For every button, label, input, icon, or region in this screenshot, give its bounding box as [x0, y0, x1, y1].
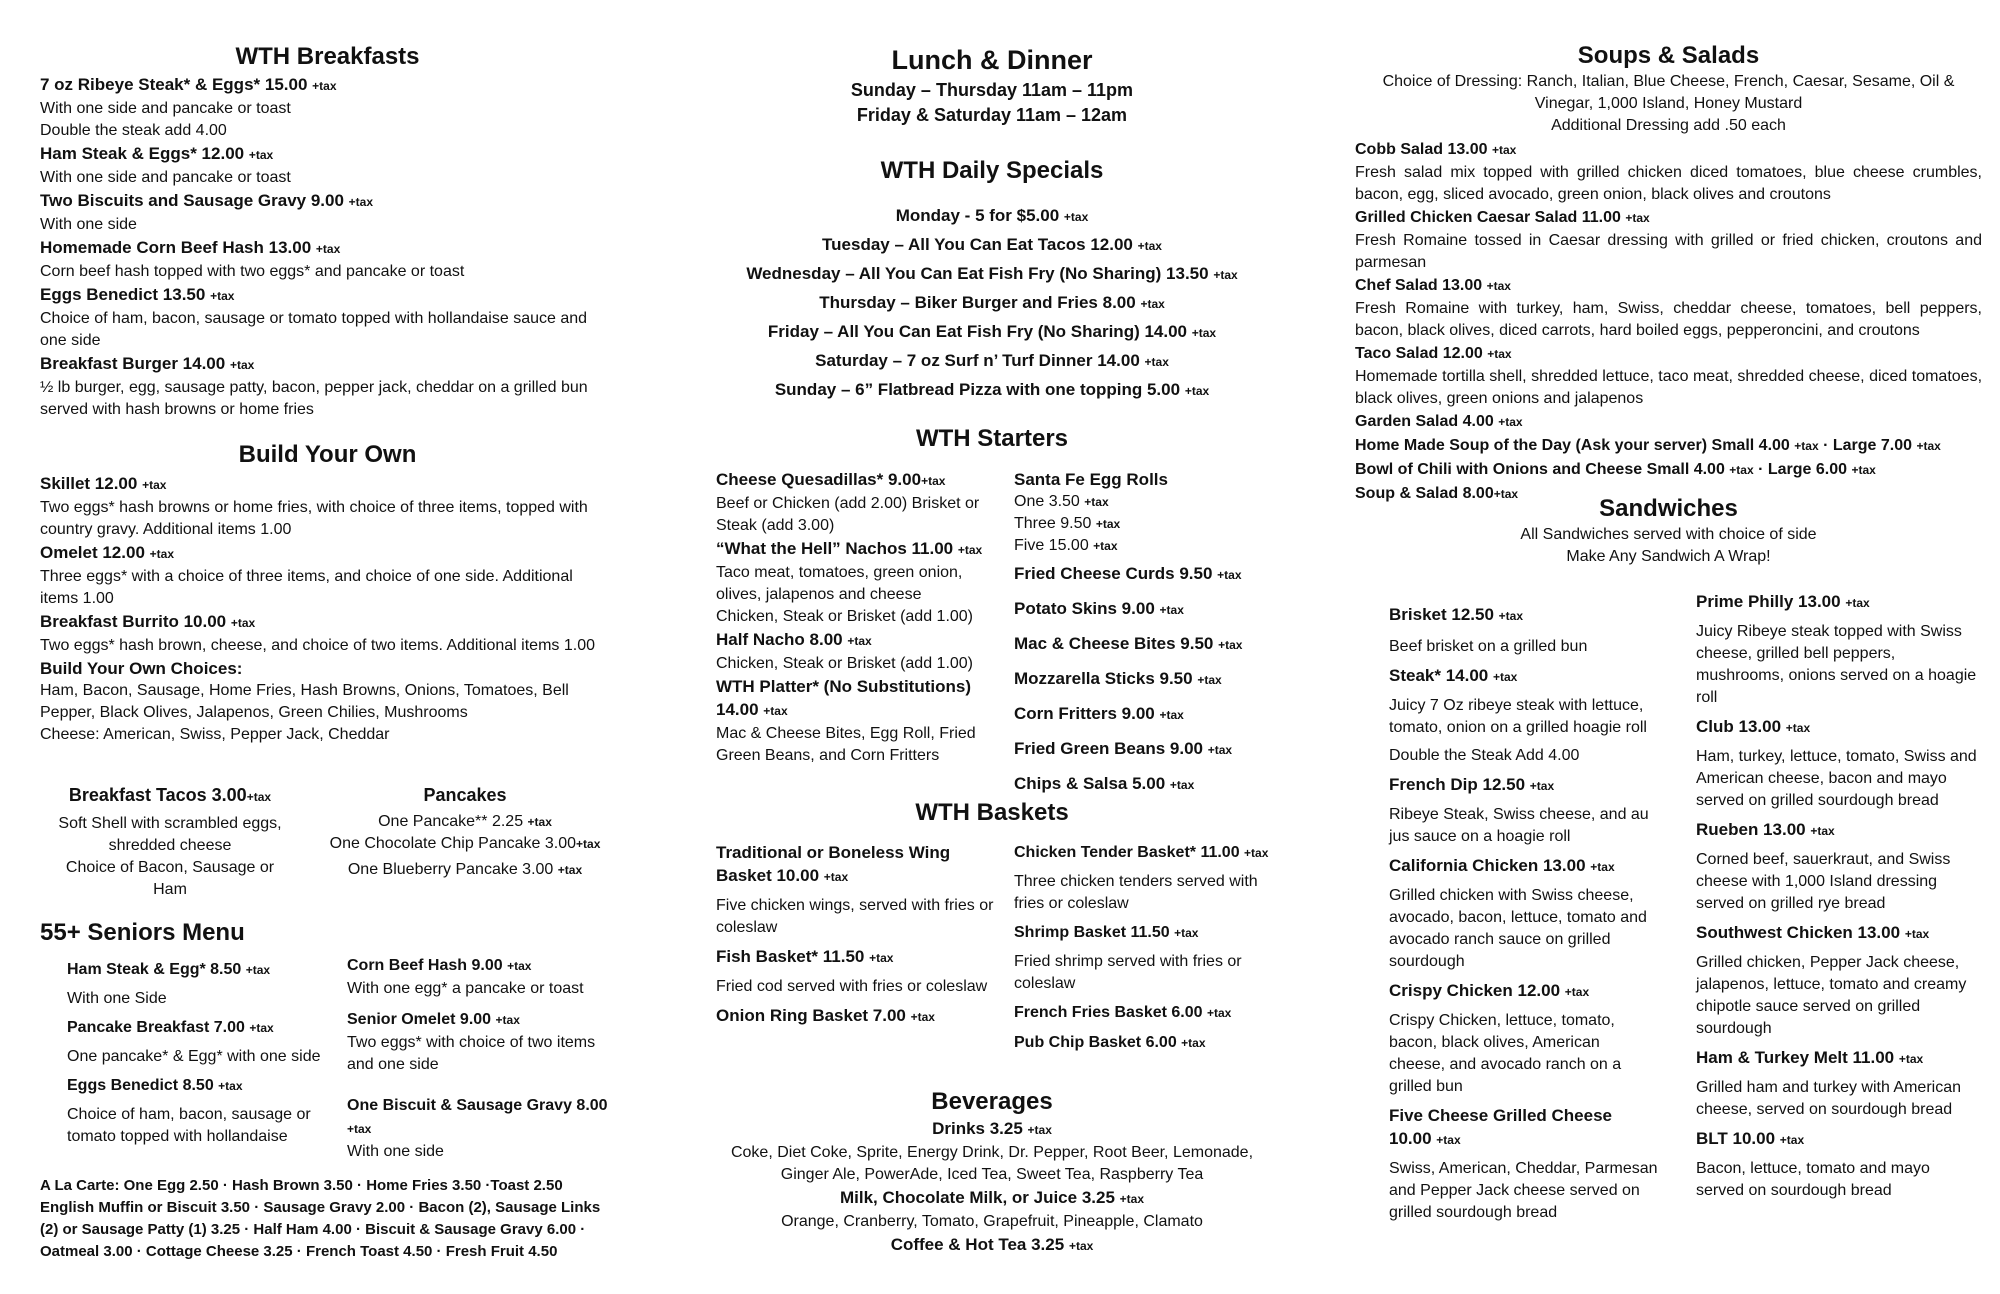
menu-item-desc: Bacon, lettuce, tomato and mayo served on sourdough bread [1696, 1160, 1930, 1199]
menu-item-desc: Three 9.50 +tax [1014, 515, 1121, 532]
special-item: Monday - 5 for $5.00 +tax [895, 206, 1089, 225]
menu-item-title: Fried Green Beans 9.00 +tax [1014, 739, 1233, 758]
menu-item-title: Ham Steak & Egg* 8.50 +tax [67, 961, 271, 978]
menu-item-title: Chef Salad 13.00 +tax [1355, 277, 1511, 294]
menu-item-title: Corn Fritters 9.00 +tax [1014, 704, 1184, 723]
menu-item-title: WTH Platter* (No Substitutions) 14.00 +tax [716, 677, 971, 719]
menu-item-desc: Grilled chicken, Pepper Jack cheese, jalapenos, lettuce, tomato and creamy chipotle sauce served on grilled sourdough [1696, 954, 1967, 1037]
menu-item-title: Drinks 3.25 +tax [932, 1119, 1052, 1138]
daily-specials-list [712, 202, 1272, 405]
menu-item-title: Ham & Turkey Melt 11.00 +tax [1696, 1048, 1924, 1067]
menu-item-desc: Choice of Bacon, Sausage or Ham [65, 859, 275, 898]
starters-left [716, 468, 1001, 767]
sandwiches-sub1: All Sandwiches served with choice of side [1520, 526, 1817, 543]
menu-item-title: Garden Salad 4.00 +tax [1355, 413, 1523, 430]
hours-weekend: Friday & Saturday 11am – 12am [856, 105, 1128, 125]
menu-item-desc: Two eggs* hash brown, cheese, and choice of two items. Additional items 1.00 [40, 637, 595, 654]
beverages-title: Beverages [931, 1088, 1053, 1115]
menu-item-desc: Three chicken tenders served with fries or coleslaw [1014, 873, 1258, 912]
lunch-dinner-title: Lunch & Dinner [891, 45, 1093, 75]
menu-item-desc: Taco meat, tomatoes, green onion, olives, jalapenos and cheese [716, 564, 963, 603]
menu-item-title: Shrimp Basket 11.50 +tax [1014, 924, 1199, 941]
menu-item-desc: Two eggs* hash browns or home fries, with choice of three items, topped with country gravy. Additional items 1.00 [40, 499, 588, 538]
baskets-title: WTH Baskets [915, 799, 1069, 826]
menu-item-title: Skillet 12.00 +tax [40, 474, 167, 493]
baskets-left [716, 841, 1001, 1029]
menu-item-desc: Two eggs* with choice of two items and one side [347, 1034, 596, 1073]
menu-item-title: Breakfast Tacos 3.00+tax [68, 785, 272, 805]
menu-item-desc: With one egg* a pancake or toast [347, 980, 584, 997]
dressing-add: Additional Dressing add .50 each [1551, 117, 1786, 134]
menu-item-title: BLT 10.00 +tax [1696, 1129, 1805, 1148]
menu-item-title: Steak* 14.00 +tax [1389, 666, 1518, 685]
menu-item-title: Rueben 13.00 +tax [1696, 820, 1835, 839]
special-item: Wednesday – All You Can Eat Fish Fry (No Sharing) 13.50 +tax [746, 264, 1238, 283]
breakfast-tacos [50, 784, 290, 901]
sandwiches-title: Sandwiches [1599, 495, 1738, 522]
menu-item-title: Mac & Cheese Bites 9.50 +tax [1014, 634, 1243, 653]
baskets-right [1014, 841, 1272, 1055]
seniors-left [67, 958, 332, 1148]
sandwiches-right [1696, 590, 1982, 1202]
seniors-right [347, 954, 615, 1163]
menu-item-desc: Swiss, American, Cheddar, Parmesan and Pepper Jack cheese served on grilled sourdough bread [1389, 1160, 1658, 1221]
pancakes-title: Pancakes [423, 785, 507, 805]
menu-item-title: 7 oz Ribeye Steak* & Eggs* 15.00 +tax [40, 75, 337, 94]
choices-title: Build Your Own Choices: [40, 659, 243, 678]
menu-item-desc: Choice of ham, bacon, sausage or tomato topped with hollandaise sauce and one side [40, 310, 588, 349]
menu-item-title: Pub Chip Basket 6.00 +tax [1014, 1034, 1206, 1051]
menu-item-desc: ½ lb burger, egg, sausage patty, bacon, pepper jack, cheddar on a grilled bun served with hash browns or home fries [40, 379, 588, 418]
menu-item-desc: Grilled chicken with Swiss cheese, avocado, bacon, lettuce, tomato and avocado ranch sauce on grilled sourdough [1389, 887, 1647, 970]
menu-item-title: Half Nacho 8.00 +tax [716, 630, 872, 649]
menu-item-title: Brisket 12.50 +tax [1389, 605, 1523, 624]
menu-item-title: Club 13.00 +tax [1696, 717, 1811, 736]
menu-item-desc: Juicy Ribeye steak topped with Swiss cheese, grilled bell peppers, mushrooms, onions served on a hoagie roll [1696, 623, 1977, 706]
menu-item-desc: Corn beef hash topped with two eggs* and pancake or toast [40, 263, 465, 280]
menu-item-desc: Double the steak add 4.00 [40, 122, 227, 139]
menu-item-desc: Grilled ham and turkey with American cheese, served on sourdough bread [1696, 1079, 1961, 1118]
menu-item-desc: Orange, Cranberry, Tomato, Grapefruit, Pineapple, Clamato [781, 1213, 1203, 1230]
salads-list [1355, 138, 1982, 506]
menu-item-desc: Soft Shell with scrambled eggs, shredded cheese [58, 815, 282, 854]
menu-item-desc: Five chicken wings, served with fries or coleslaw [716, 897, 994, 936]
menu-item-title: Fried Cheese Curds 9.50 +tax [1014, 564, 1242, 583]
menu-item-desc: Fried shrimp served with fries or coleslaw [1014, 953, 1242, 992]
soup-of-day: Home Made Soup of the Day (Ask your server) Small 4.00 +tax · Large 7.00 +tax [1355, 437, 1941, 454]
menu-item-desc: With one side and pancake or toast [40, 100, 291, 117]
menu-item-desc: Chicken, Steak or Brisket (add 1.00) [716, 655, 974, 672]
menu-item-title: Coffee & Hot Tea 3.25 +tax [890, 1235, 1094, 1254]
menu-item-title: Southwest Chicken 13.00 +tax [1696, 923, 1930, 942]
menu-item-title: Onion Ring Basket 7.00 +tax [716, 1006, 935, 1025]
menu-item-title: Mozzarella Sticks 9.50 +tax [1014, 669, 1222, 688]
menu-item-title: California Chicken 13.00 +tax [1389, 856, 1615, 875]
starters-title: WTH Starters [915, 425, 1069, 452]
menu-item-title: Santa Fe Egg Rolls [1014, 470, 1168, 489]
menu-item-title: French Fries Basket 6.00 +tax [1014, 1004, 1232, 1021]
choices-text: Ham, Bacon, Sausage, Home Fries, Hash Browns, Onions, Tomatoes, Bell Pepper, Black Olives, Jalapenos, Green Chilies, Mushrooms [40, 682, 569, 721]
menu-item-title: Chips & Salsa 5.00 +tax [1014, 774, 1195, 793]
menu-item-title: Ham Steak & Eggs* 12.00 +tax [40, 144, 274, 163]
soups-salads-title: Soups & Salads [1577, 42, 1760, 69]
menu-item-desc: Three eggs* with a choice of three items, and choice of one side. Additional items 1.00 [40, 568, 573, 607]
daily-specials-title: WTH Daily Specials [880, 157, 1104, 184]
menu-item-title: French Dip 12.50 +tax [1389, 775, 1555, 794]
menu-item-desc: Fried cod served with fries or coleslaw [716, 978, 988, 995]
menu-item-title: Grilled Chicken Caesar Salad 11.00 +tax [1355, 209, 1650, 226]
menu-item-desc: One 3.50 +tax [1014, 493, 1109, 510]
build-your-own-list [40, 472, 615, 746]
special-item: Tuesday – All You Can Eat Tacos 12.00 +tax [822, 235, 1162, 254]
special-item: Thursday – Biker Burger and Fries 8.00 +tax [819, 293, 1165, 312]
menu-item-desc: Fresh Romaine tossed in Caesar dressing with grilled or fried chicken, croutons and parmesan [1355, 232, 1982, 271]
menu-item-desc: With one side [40, 216, 137, 233]
sandwiches-left [1389, 603, 1659, 1224]
menu-item-desc: With one side [347, 1143, 444, 1160]
menu-item-desc: Five 15.00 +tax [1014, 537, 1118, 554]
menu-item-title: Pancake Breakfast 7.00 +tax [67, 1019, 274, 1036]
menu-item-desc: Homemade tortilla shell, shredded lettuce, taco meat, shredded cheese, diced tomatoes, black olives, green onions and jalapenos [1355, 368, 1983, 407]
menu-item-title: One Biscuit & Sausage Gravy 8.00 +tax [347, 1097, 608, 1136]
breakfasts-title: WTH Breakfasts [235, 43, 420, 70]
menu-item-title: Prime Philly 13.00 +tax [1696, 592, 1870, 611]
menu-item-title: Two Biscuits and Sausage Gravy 9.00 +tax [40, 191, 374, 210]
menu-item-desc: Beef or Chicken (add 2.00) Brisket or Steak (add 3.00) [716, 495, 980, 534]
beverages-list [712, 1117, 1272, 1258]
menu-item-title: Cheese Quesadillas* 9.00+tax [716, 470, 946, 489]
menu-item-title: Eggs Benedict 13.50 +tax [40, 285, 235, 304]
menu-item-title: Five Cheese Grilled Cheese 10.00 +tax [1389, 1106, 1612, 1148]
menu-item-title: Omelet 12.00 +tax [40, 543, 174, 562]
special-item: Saturday – 7 oz Surf n’ Turf Dinner 14.00 +tax [815, 351, 1169, 370]
menu-item-desc: With one Side [67, 990, 167, 1007]
menu-item-title: “What the Hell” Nachos 11.00 +tax [716, 539, 983, 558]
menu-item-title: Taco Salad 12.00 +tax [1355, 345, 1512, 362]
breakfasts-list [40, 73, 615, 421]
menu-item-desc: Chicken, Steak or Brisket (add 1.00) [716, 608, 974, 625]
a-la-carte: A La Carte: One Egg 2.50 · Hash Brown 3.50 · Home Fries 3.50 ·Toast 2.50 English Muffin or Biscuit 3.50 · Sausage Gravy 2.00 · Bacon (2), Sausage Links (2) or Sausage Patty (1) 3.25 · Half Ham 4.00 · Biscuit & Sausage Gravy 6.00 · Oatmeal 3.00 · Cottage Cheese 3.25 · French Toast 4.50 · Fresh Fruit 4.50 [40, 1177, 601, 1260]
menu-item-title: Cobb Salad 13.00 +tax [1355, 141, 1517, 158]
menu-item-title: Potato Skins 9.00 +tax [1014, 599, 1184, 618]
menu-item-desc: Beef brisket on a grilled bun [1389, 638, 1588, 655]
menu-item-desc: One Blueberry Pancake 3.00 +tax [347, 861, 583, 878]
seniors-title: 55+ Seniors Menu [40, 919, 245, 946]
menu-item-desc: Crispy Chicken, lettuce, tomato, bacon, black olives, American cheese, and avocado ranch on a grilled bun [1389, 1012, 1622, 1095]
menu-item-desc: One pancake* & Egg* with one side [67, 1048, 321, 1065]
cheese-text: Cheese: American, Swiss, Pepper Jack, Cheddar [40, 726, 390, 743]
menu-item-desc: One Chocolate Chip Pancake 3.00+tax [329, 835, 601, 852]
chili-bowl: Bowl of Chili with Onions and Cheese Small 4.00 +tax · Large 6.00 +tax [1355, 461, 1876, 478]
menu-item-title: Breakfast Burrito 10.00 +tax [40, 612, 256, 631]
menu-item-desc: Corned beef, sauerkraut, and Swiss cheese with 1,000 Island dressing served on grilled rye bread [1696, 851, 1951, 912]
menu-item-title: Eggs Benedict 8.50 +tax [67, 1077, 243, 1094]
hours-weekday: Sunday – Thursday 11am – 11pm [850, 80, 1134, 100]
menu-item-desc: Fresh Romaine with turkey, ham, Swiss, cheddar cheese, tomatoes, bell peppers, bacon, black olives, diced carrots, hard boiled eggs, pepperoncini, and croutons [1355, 300, 1982, 339]
menu-item-title: Crispy Chicken 12.00 +tax [1389, 981, 1590, 1000]
menu-item-desc: Juicy 7 Oz ribeye steak with lettuce, tomato, onion on a grilled hoagie roll [1389, 697, 1647, 736]
menu-item-title: Homemade Corn Beef Hash 13.00 +tax [40, 238, 341, 257]
sandwiches-sub2: Make Any Sandwich A Wrap! [1566, 548, 1771, 565]
menu-item-desc: Ribeye Steak, Swiss cheese, and au jus sauce on a hoagie roll [1389, 806, 1649, 845]
pancakes [315, 784, 615, 881]
dressing-choices: Choice of Dressing: Ranch, Italian, Blue Cheese, French, Caesar, Sesame, Oil & Vinegar, 1,000 Island, Honey Mustard [1382, 73, 1955, 112]
special-item: Sunday – 6” Flatbread Pizza with one topping 5.00 +tax [774, 380, 1210, 399]
menu-item-title: Traditional or Boneless Wing Basket 10.00 +tax [716, 843, 951, 885]
special-item: Friday – All You Can Eat Fish Fry (No Sharing) 14.00 +tax [767, 322, 1217, 341]
menu-item-desc: Fresh salad mix topped with grilled chicken diced tomatoes, blue cheese crumbles, bacon, egg, sliced avocado, green onion, black olives and croutons [1355, 164, 1982, 203]
menu-item-desc: Coke, Diet Coke, Sprite, Energy Drink, Dr. Pepper, Root Beer, Lemonade, Ginger Ale, PowerAde, Iced Tea, Sweet Tea, Raspberry Tea [730, 1144, 1254, 1183]
menu-item-title: Corn Beef Hash 9.00 +tax [347, 957, 532, 974]
menu-item-title: Chicken Tender Basket* 11.00 +tax [1014, 844, 1269, 861]
menu-item-extra: Double the Steak Add 4.00 [1389, 747, 1580, 764]
build-your-own-title: Build Your Own [238, 441, 417, 468]
menu-item-title: Breakfast Burger 14.00 +tax [40, 354, 255, 373]
starters-right [1014, 468, 1272, 802]
menu-item-title: Milk, Chocolate Milk, or Juice 3.25 +tax [839, 1188, 1144, 1207]
menu-item-desc: Mac & Cheese Bites, Egg Roll, Fried Green Beans, and Corn Fritters [716, 725, 976, 764]
menu-item-title: Fish Basket* 11.50 +tax [716, 947, 894, 966]
menu-item-desc: One Pancake** 2.25 +tax [378, 813, 552, 830]
menu-item-desc: Choice of ham, bacon, sausage or tomato topped with hollandaise [67, 1106, 311, 1145]
menu-item-desc: With one side and pancake or toast [40, 169, 291, 186]
menu-item-title: Senior Omelet 9.00 +tax [347, 1011, 520, 1028]
menu-item-desc: Ham, turkey, lettuce, tomato, Swiss and American cheese, bacon and mayo served on grilled sourdough bread [1696, 748, 1977, 809]
soup-salad: Soup & Salad 8.00+tax [1355, 485, 1519, 502]
